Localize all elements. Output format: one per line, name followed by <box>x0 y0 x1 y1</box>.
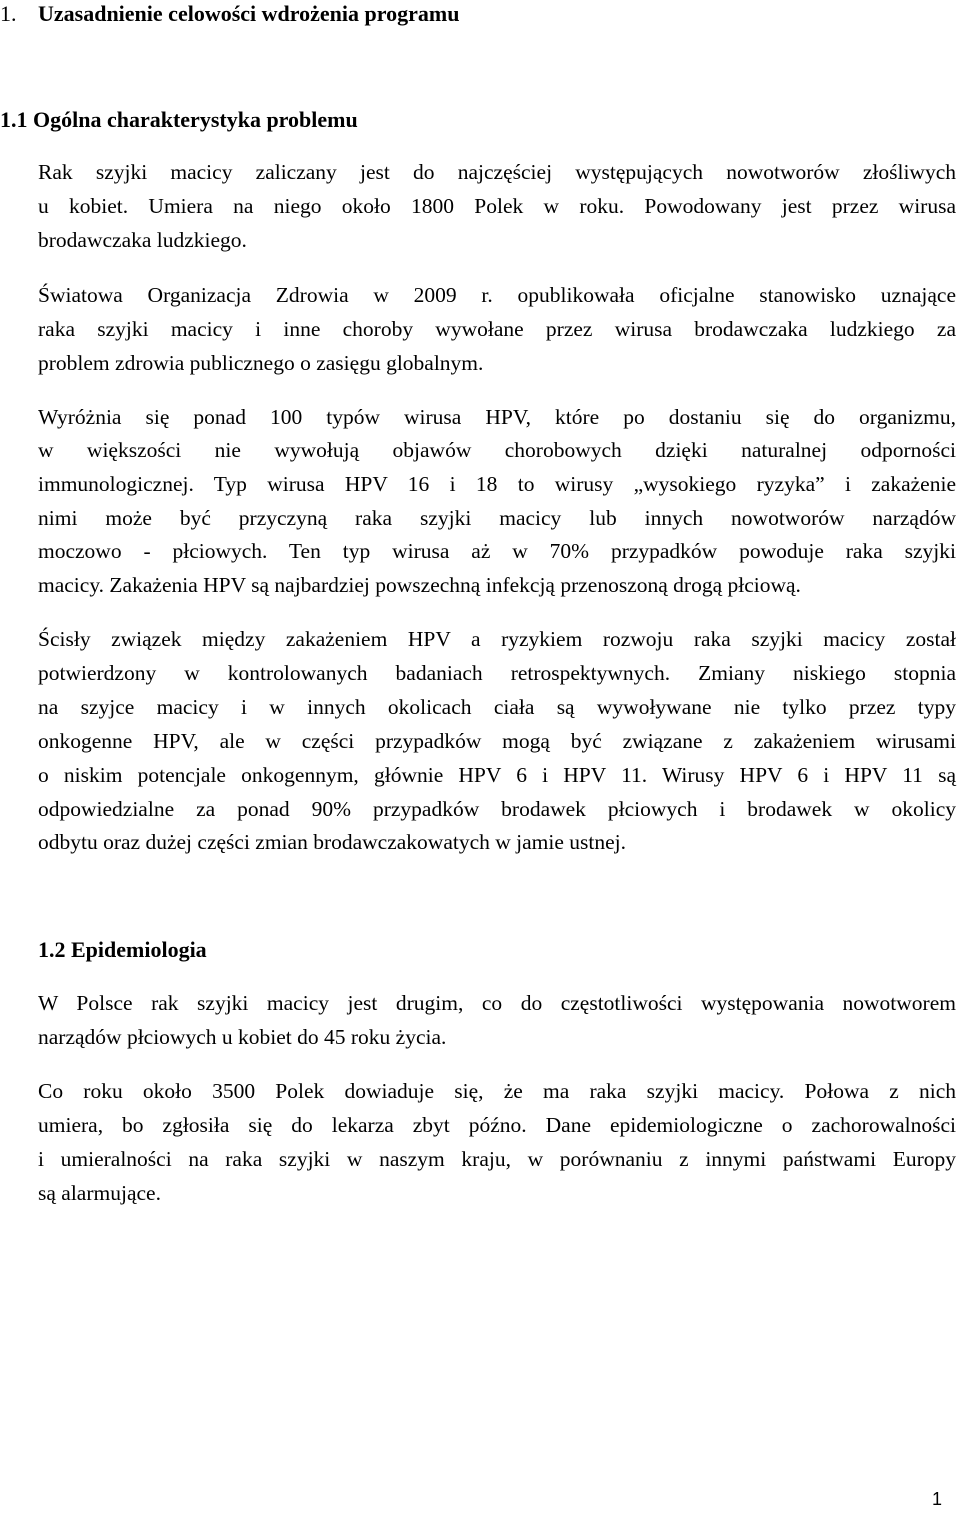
paragraph-line: odpowiedzialne za ponad 90% przypadków brodawek płciowych i brodawek w okolicy <box>38 797 956 821</box>
paragraph-line: Rak szyjki macicy zaliczany jest do najczęściej występujących nowotworów złośliwych <box>38 160 956 184</box>
section-title: Uzasadnienie celowości wdrożenia programu <box>38 1 460 26</box>
subsection-heading-1-2: 1.2 Epidemiologia <box>38 937 207 962</box>
paragraph-line: na szyjce macicy i w innych okolicach ciała są wywoływane nie tylko przez typy <box>38 695 956 719</box>
paragraph-line: moczowo - płciowych. Ten typ wirusa aż w 70% przypadków powoduje raka szyjki <box>38 539 956 563</box>
paragraph-line: są alarmujące. <box>38 1181 161 1205</box>
paragraph-line: raka szyjki macicy i inne choroby wywołane przez wirusa brodawczaka ludzkiego za <box>38 317 956 341</box>
paragraph-line: problem zdrowia publicznego o zasięgu globalnym. <box>38 351 484 375</box>
paragraph-line: brodawczaka ludzkiego. <box>38 228 247 252</box>
section-heading-1 <box>0 0 459 28</box>
paragraph-line: w większości nie wywołują objawów chorobowych dzięki naturalnej odporności <box>38 438 956 462</box>
paragraph-line: Ścisły związek między zakażeniem HPV a ryzykiem rozwoju raka szyjki macicy został <box>38 627 956 651</box>
paragraph-line: Wyróżnia się ponad 100 typów wirusa HPV, które po dostaniu się do organizmu, <box>38 405 956 429</box>
paragraph-line: u kobiet. Umiera na niego około 1800 Polek w roku. Powodowany jest przez wirusa <box>38 194 956 218</box>
paragraph-line: odbytu oraz dużej części zmian brodawczakowatych w jamie ustnej. <box>38 830 627 854</box>
paragraph-line: i umieralności na raka szyjki w naszym kraju, w porównaniu z innymi państwami Europy <box>38 1147 956 1171</box>
subsection-heading-1-1: 1.1 Ogólna charakterystyka problemu <box>0 107 358 132</box>
page-number: 1 <box>931 1489 942 1509</box>
paragraph-line: narządów płciowych u kobiet do 45 roku życia. <box>38 1025 447 1049</box>
paragraph-line: onkogenne HPV, ale w części przypadków mogą być związane z zakażeniem wirusami <box>38 729 956 753</box>
section-number: 1. <box>0 1 17 26</box>
paragraph-line: macicy. Zakażenia HPV są najbardziej powszechną infekcją przenoszoną drogą płciową. <box>38 573 801 597</box>
paragraph-line: nimi może być przyczyną raka szyjki macicy lub innych nowotworów narządów <box>38 506 956 530</box>
paragraph-line: immunologicznej. Typ wirusa HPV 16 i 18 to wirusy „wysokiego ryzyka” i zakażenie <box>38 472 956 496</box>
paragraph-line: o niskim potencjale onkogennym, głównie HPV 6 i HPV 11. Wirusy HPV 6 i HPV 11 są <box>38 763 956 787</box>
paragraph-line: W Polsce rak szyjki macicy jest drugim, co do częstotliwości występowania nowotworem <box>38 991 956 1015</box>
paragraph-line: Co roku około 3500 Polek dowiaduje się, że ma raka szyjki macicy. Połowa z nich <box>38 1079 956 1103</box>
paragraph-line: umiera, bo zgłosiła się do lekarza zbyt późno. Dane epidemiologiczne o zachorowalności <box>38 1113 956 1137</box>
paragraph-line: potwierdzony w kontrolowanych badaniach retrospektywnych. Zmiany niskiego stopnia <box>38 661 956 685</box>
paragraph-line: Światowa Organizacja Zdrowia w 2009 r. opublikowała oficjalne stanowisko uznające <box>38 283 956 307</box>
